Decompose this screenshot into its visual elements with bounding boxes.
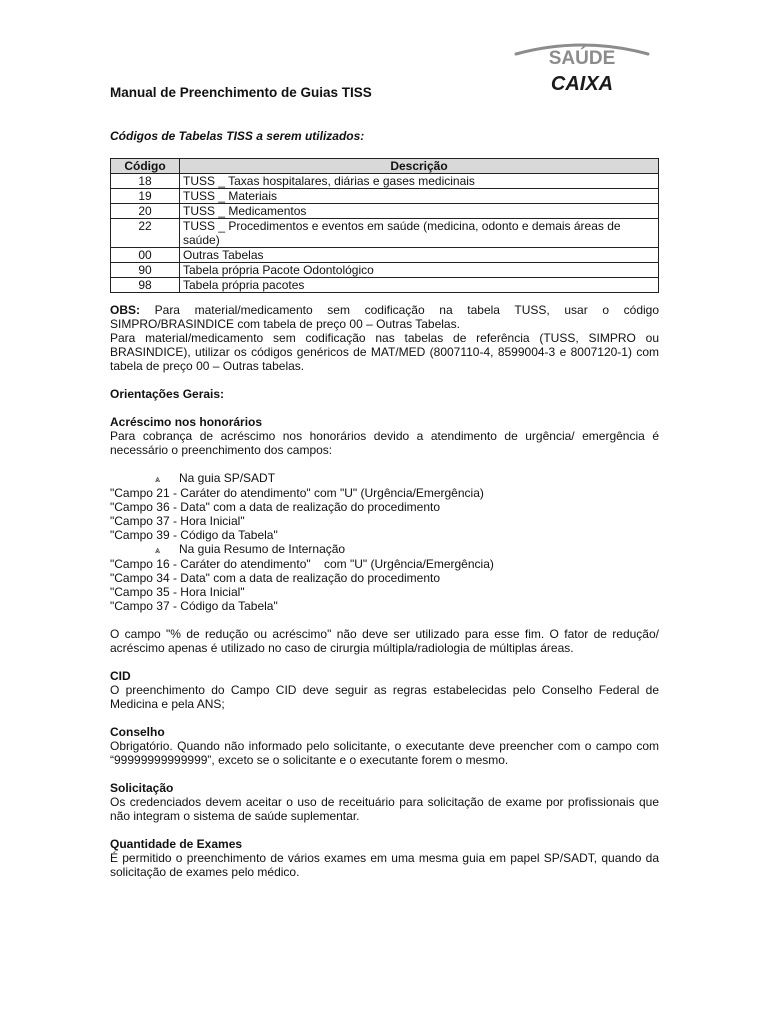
obs-text-1: Para material/medicamento sem codificação na tabela TUSS, usar o código SIMPRO/BRASINDICE com tabela de preço 00 – Outras Tabelas. <box>110 303 659 331</box>
section-heading-conselho: Conselho <box>110 725 165 739</box>
table-header-row <box>111 159 659 174</box>
row-description: Outras Tabelas <box>180 248 659 263</box>
row-description: TUSS _ Medicamentos <box>180 204 659 219</box>
section-heading-solicitacao: Solicitação <box>110 781 174 795</box>
table-row <box>111 204 659 219</box>
row-description: TUSS _ Taxas hospitalares, diárias e gases medicinais <box>180 174 659 189</box>
table-row <box>111 219 659 248</box>
bullet-arrow-icon: ⩓ <box>155 474 161 484</box>
row-description: TUSS _ Materiais <box>180 189 659 204</box>
ri-line: "Campo 16 - Caráter do atendimento" com "U" (Urgência/Emergência) <box>110 557 494 571</box>
table-row <box>111 248 659 263</box>
section-heading-acrescimo: Acréscimo nos honorários <box>110 415 263 429</box>
saude-caixa-logo <box>512 40 652 96</box>
row-code: 19 <box>111 189 180 204</box>
sp-line: "Campo 21 - Caráter do atendimento" com "U" (Urgência/Emergência) <box>110 486 484 500</box>
obs-label: OBS: <box>110 303 140 317</box>
document-body <box>110 303 659 879</box>
row-code: 20 <box>111 204 180 219</box>
section-heading-quantidade: Quantidade de Exames <box>110 837 243 851</box>
section-text-solicitacao: Os credenciados devem aceitar o uso de receituário para solicitação de exame por profissionais que não integram o sistema de saúde suplementar. <box>110 795 659 823</box>
table-row <box>111 263 659 278</box>
page-title: Manual de Preenchimento de Guias TISS <box>110 85 372 100</box>
bullet-label: Na guia SP/SADT <box>179 471 276 485</box>
section-heading-orientacoes: Orientações Gerais: <box>110 387 225 401</box>
ri-line: "Campo 34 - Data" com a data de realização do procedimento <box>110 571 441 585</box>
section-text-cid: O preenchimento do Campo CID deve seguir as regras estabelecidas pelo Conselho Federal de Medicina e pela ANS; <box>110 683 659 711</box>
sp-line: "Campo 37 - Hora Inicial" <box>110 514 245 528</box>
row-code: 22 <box>111 219 180 248</box>
section-heading-cid: CID <box>110 669 131 683</box>
bullet-arrow-icon: ⩓ <box>155 545 161 555</box>
table-row <box>111 278 659 293</box>
row-description: TUSS _ Procedimentos e eventos em saúde (medicina, odonto e demais áreas de saúde) <box>180 219 659 248</box>
table-row <box>111 189 659 204</box>
ri-line: "Campo 37 - Código da Tabela" <box>110 599 278 613</box>
row-description: Tabela própria Pacote Odontológico <box>180 263 659 278</box>
row-code: 18 <box>111 174 180 189</box>
row-description: Tabela própria pacotes <box>180 278 659 293</box>
section-text-quantidade: É permitido o preenchimento de vários exames em uma mesma guia em papel SP/SADT, quando da solicitação de exames pelo médico. <box>110 851 659 879</box>
codes-table <box>110 158 659 293</box>
logo-line1: SAÚDE <box>548 48 616 69</box>
row-code: 98 <box>111 278 180 293</box>
row-code: 00 <box>111 248 180 263</box>
logo-graphic <box>512 40 652 96</box>
bullet-label: Na guia Resumo de Internação <box>179 542 346 556</box>
section-text-conselho: Obrigatório. Quando não informado pelo solicitante, o executante deve preencher com o campo com “99999999999999”, exceto se o solicitante e o executante forem o mesmo. <box>110 739 659 767</box>
logo-line2: CAIXA <box>550 73 614 95</box>
acrescimo-note: O campo "% de redução ou acréscimo" não deve ser utilizado para esse fim. O fator de redução/ acréscimo apenas é utilizado no caso de cirurgia múltipla/radiologia de múltiplas áreas. <box>110 627 659 655</box>
row-code: 90 <box>111 263 180 278</box>
obs-paragraph-2: Para material/medicamento sem codificação nas tabelas de referência (TUSS, SIMPRO ou BRASINDICE), utilizar os códigos genéricos de MAT/MED (8007110-4, 8599004-3 e 8007120-1) com tabela de preço 00 – Outras tabelas. <box>110 331 659 373</box>
ri-line: "Campo 35 - Hora Inicial" <box>110 585 245 599</box>
table-row <box>111 174 659 189</box>
header-descricao: Descrição <box>180 159 659 174</box>
obs-paragraph <box>110 303 659 331</box>
table-caption: Códigos de Tabelas TISS a serem utilizados: <box>110 129 365 143</box>
header-codigo: Código <box>111 159 180 174</box>
acrescimo-intro: Para cobrança de acréscimo nos honorários devido a atendimento de urgência/ emergência é necessário o preenchimento dos campos: <box>110 429 659 457</box>
bullet-resumo-internacao <box>110 542 659 557</box>
sp-line: "Campo 36 - Data" com a data de realização do procedimento <box>110 500 441 514</box>
bullet-sp-sadt <box>110 471 659 486</box>
sp-line: "Campo 39 - Código da Tabela" <box>110 528 278 542</box>
